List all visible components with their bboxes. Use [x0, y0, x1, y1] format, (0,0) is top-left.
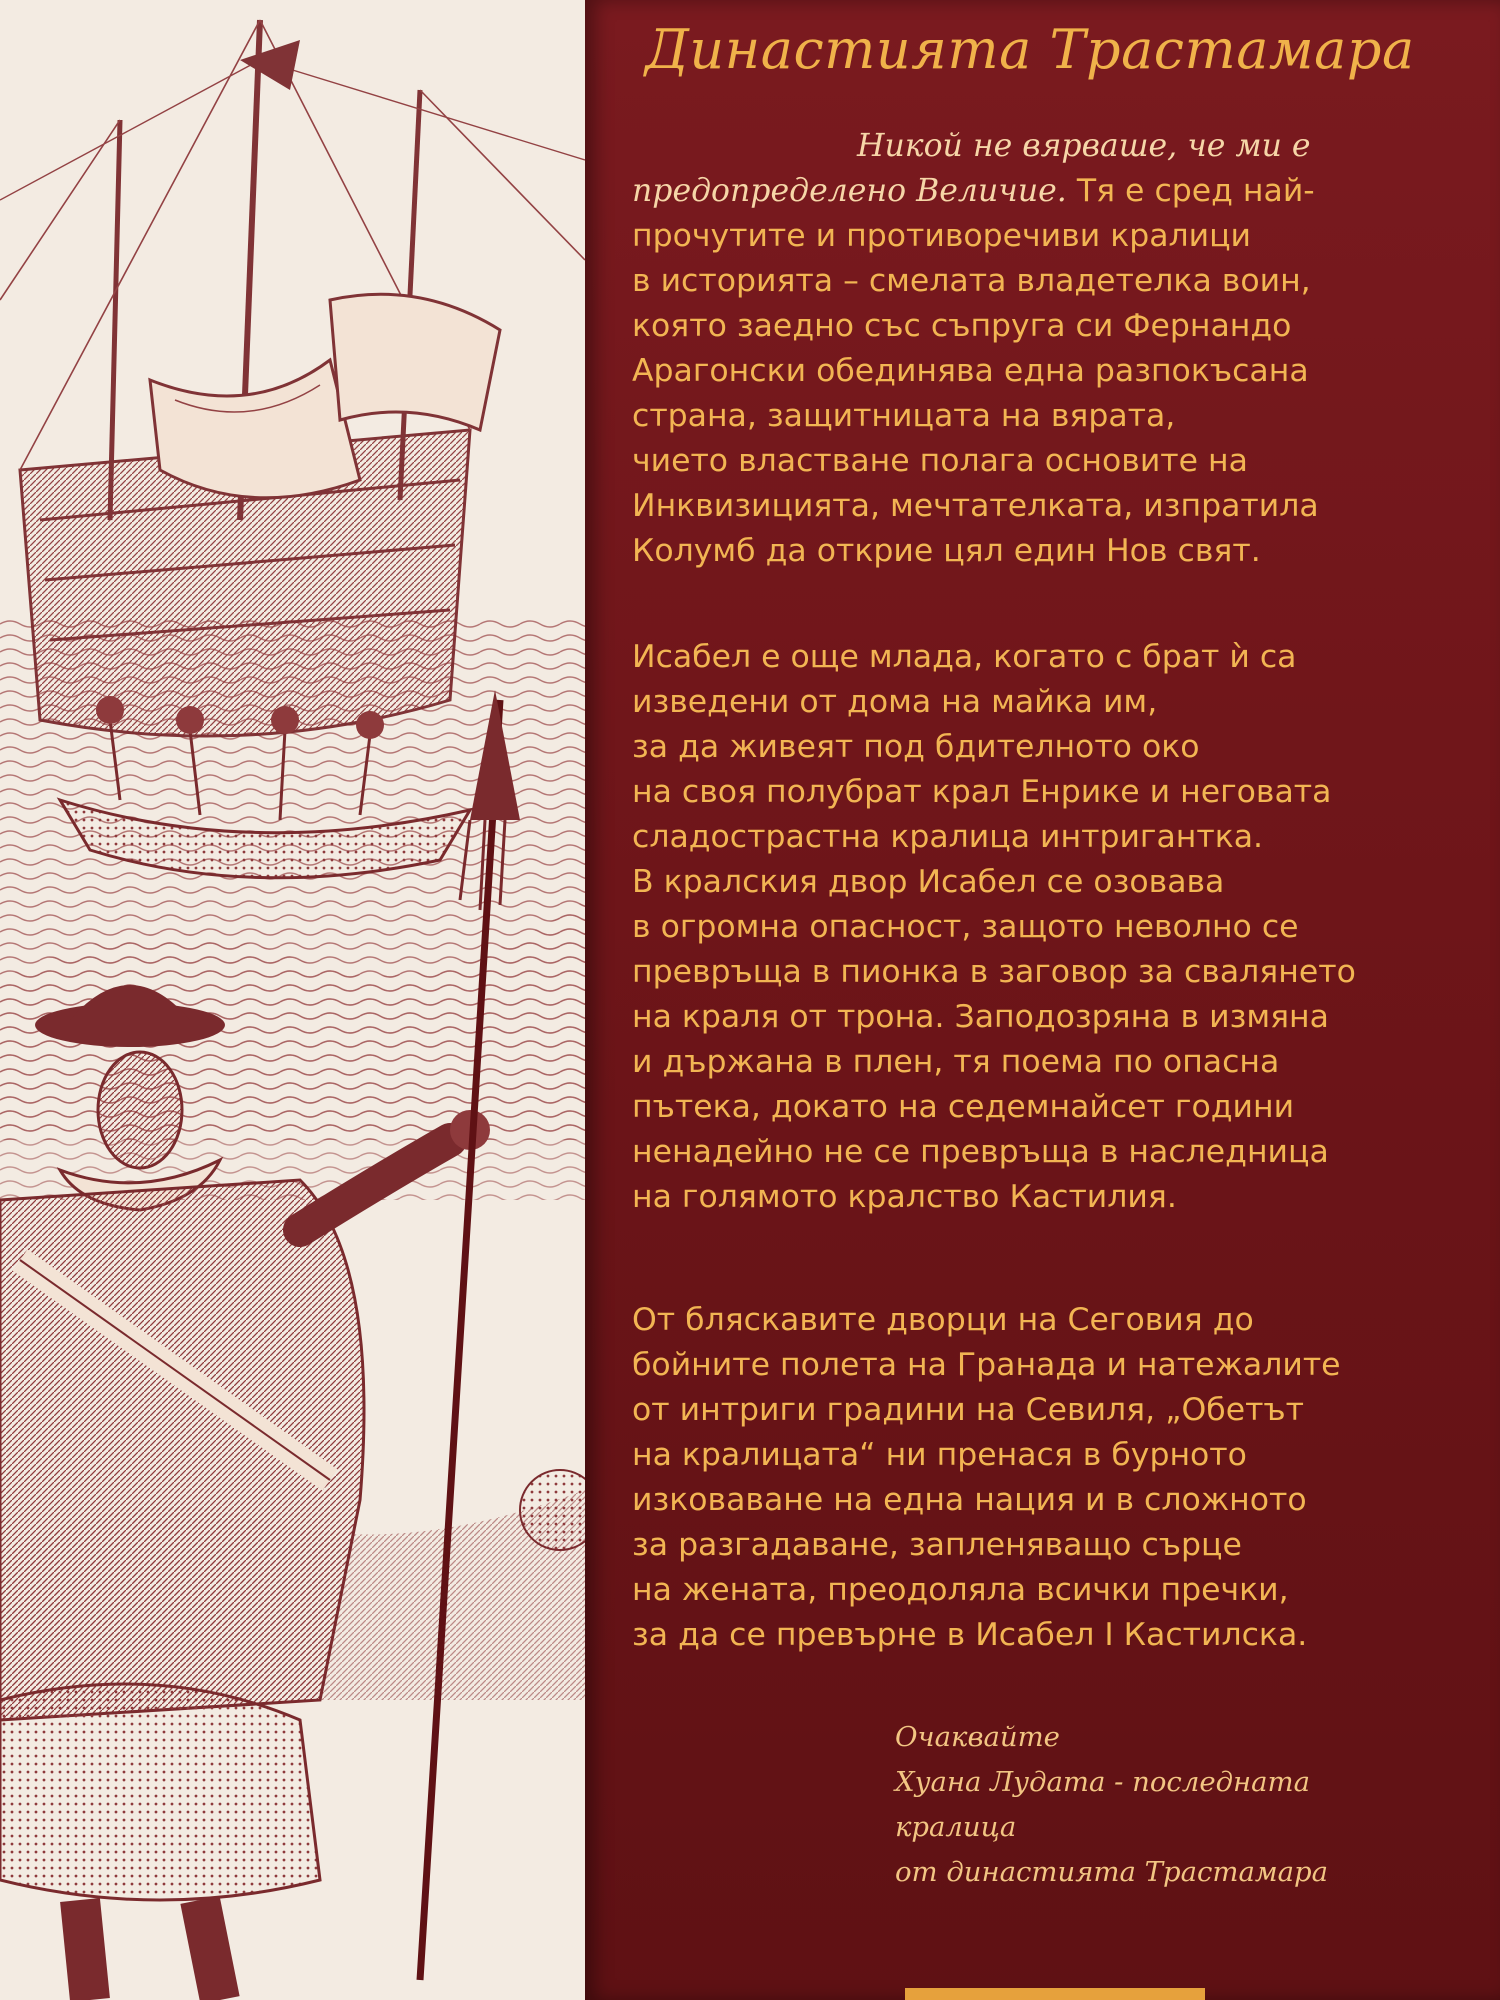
paragraph-line: чието властване полага основите на	[632, 443, 1248, 479]
upcoming-book-note	[895, 1715, 1328, 1895]
paragraph-line: превръща в пионка в заговор за свалянето	[632, 954, 1356, 990]
paragraph-line: От бляскавите дворци на Сеговия до	[632, 1302, 1254, 1338]
paragraph-line: изведени от дома на майка им,	[632, 684, 1158, 720]
paragraph-line: за да живеят под бдителното око	[632, 729, 1200, 765]
paragraph-line: пътека, докато на седемнайсет години	[632, 1089, 1295, 1125]
upcoming-line: Хуана Лудата - последната	[895, 1766, 1311, 1798]
tagline-line-2: предопределено Величие.	[632, 173, 1067, 209]
upcoming-line: от династията Трастамара	[895, 1856, 1329, 1888]
back-cover-text-panel	[585, 0, 1500, 2000]
paragraph-story	[632, 635, 1482, 1220]
paragraph-line: бойните полета на Гранада и натежалите	[632, 1347, 1341, 1383]
paragraph-line: страна, защитницата на вярата,	[632, 398, 1176, 434]
engraving-illustration	[0, 0, 585, 2000]
paragraph-line: в огромна опасност, защото неволно се	[632, 909, 1299, 945]
barcode-area-edge	[905, 1988, 1205, 2000]
paragraph-line: на кралицата“ ни пренася в бурното	[632, 1437, 1247, 1473]
paragraph-line	[632, 169, 1482, 214]
upcoming-line: Очаквайте	[895, 1721, 1060, 1753]
paragraph-line: В кралския двор Исабел се озовава	[632, 864, 1225, 900]
paragraph-line: ненадейно не се превръща в наследница	[632, 1134, 1329, 1170]
paragraph-summary	[632, 1298, 1482, 1658]
paragraph-line: за да се превърне в Исабел I Кастилска.	[632, 1617, 1308, 1653]
upcoming-line: кралица	[895, 1811, 1017, 1843]
paragraph-line: Арагонски обединява една разпокъсана	[632, 353, 1309, 389]
paragraph-line: Колумб да открие цял един Нов свят.	[632, 533, 1261, 569]
paragraph-line: изковаване на една нация и в сложното	[632, 1482, 1307, 1518]
paragraph-line: на краля от трона. Заподозряна в измяна	[632, 999, 1329, 1035]
paragraph-line: от интриги градини на Севиля, „Обетът	[632, 1392, 1305, 1428]
series-title: Династията Трастамара	[645, 18, 1415, 81]
paragraph-line: в историята – смелата владетелка воин,	[632, 263, 1311, 299]
paragraph-line: за разгадаване, запленяващо сърце	[632, 1527, 1242, 1563]
paragraph-line: прочутите и противоречиви кралици	[632, 218, 1252, 254]
paragraph-line: на своя полубрат крал Енрике и неговата	[632, 774, 1332, 810]
paragraph-intro	[632, 124, 1482, 574]
paragraph-line: и държана в плен, тя поема по опасна	[632, 1044, 1280, 1080]
paragraph-line: на голямото кралство Кастилия.	[632, 1179, 1177, 1215]
paragraph-line: на жената, преодоляла всички пречки,	[632, 1572, 1289, 1608]
tagline-line-1: Никой не вярваше, че ми е	[857, 128, 1311, 164]
paragraph-line: сладострастна кралица интригантка.	[632, 819, 1264, 855]
paragraph-line: Инквизицията, мечтателката, изпратила	[632, 488, 1319, 524]
ship-and-explorer-engraving	[0, 0, 585, 2000]
paragraph-line-rest: Тя е сред най-	[1076, 173, 1315, 209]
paragraph-line: Исабел е още млада, когато с брат ѝ са	[632, 639, 1297, 675]
paragraph-line: която заедно със съпруга си Фернандо	[632, 308, 1292, 344]
